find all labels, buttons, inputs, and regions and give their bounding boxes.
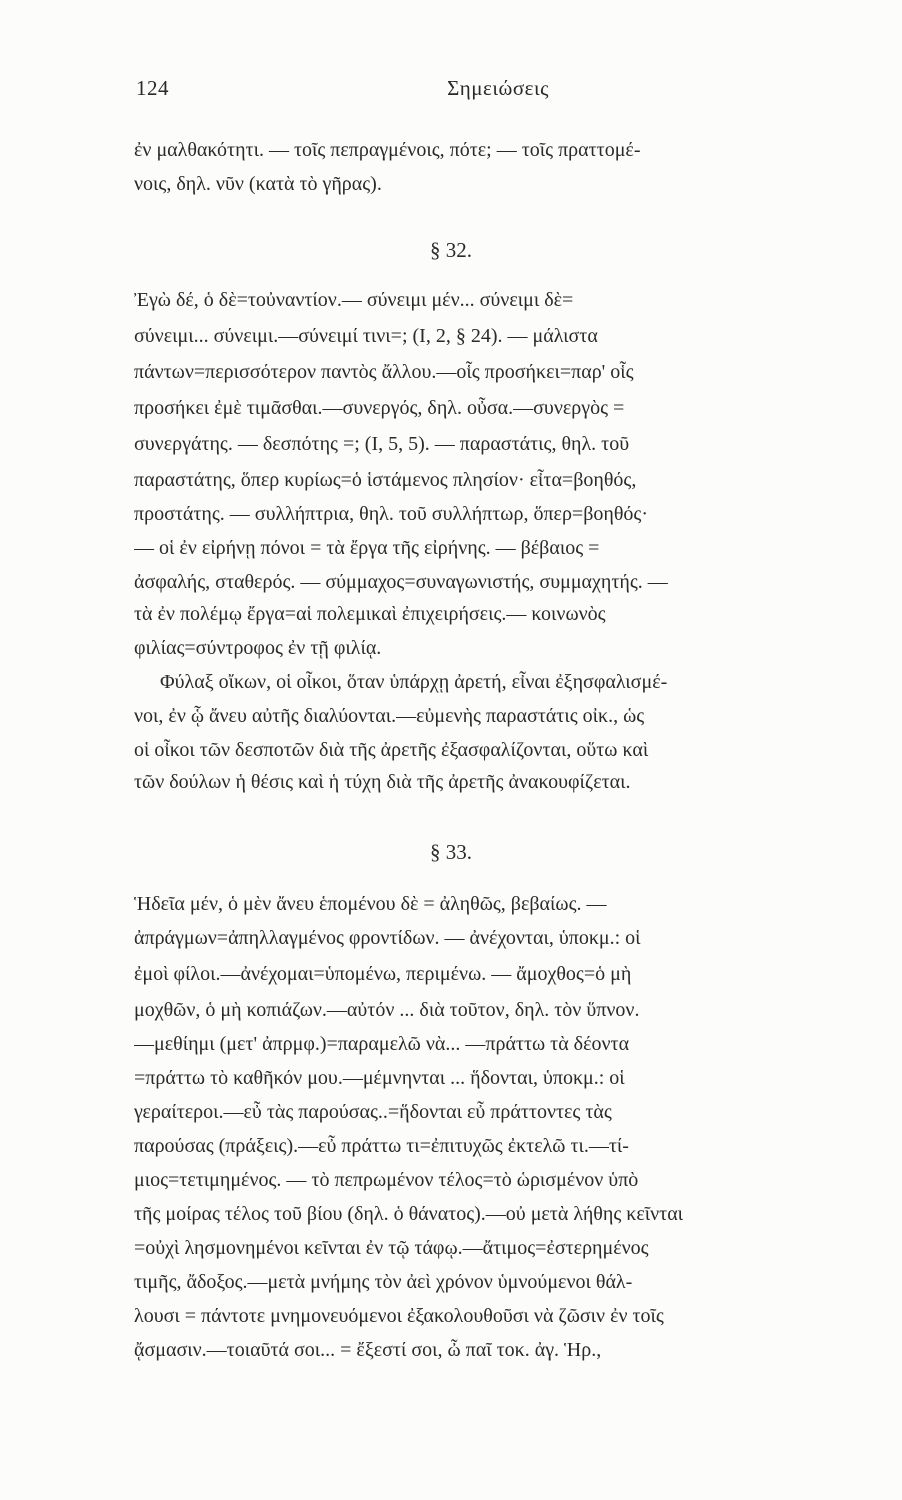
text-line: Ἐγὼ δέ, ὁ δὲ=τοὐναντίον.— σύνειμι μέν... σύνειμι δὲ=	[134, 289, 574, 311]
section-heading-33: § 33.	[430, 840, 472, 864]
text-line: νοι, ἐν ᾧ ἄνευ αὐτῆς διαλύονται.—εὐμενὴς παραστάτις οἰκ., ὡς	[134, 705, 645, 727]
page-header	[136, 76, 860, 106]
text-line: προστάτης. — συλλήπτρια, θηλ. τοῦ συλλήπτωρ, ὅπερ=βοηθός·	[134, 503, 648, 525]
page-number: 124	[136, 76, 169, 100]
text-line: ἐμοὶ φίλοι.—ἀνέχομαι=ὑπομένω, περιμένω. — ἄμοχθος=ὁ μὴ	[134, 963, 632, 985]
text-line: τὰ ἐν πολέμῳ ἔργα=αἱ πολεμικαὶ ἐπιχειρήσεις.— κοινωνὸς	[134, 603, 606, 625]
text-line: Φύλαξ οἴκων, οἱ οἶκοι, ὅταν ὑπάρχῃ ἀρετή, εἶναι ἐξησφαλισμέ-	[160, 671, 668, 693]
text-line: Ἡδεῖα μέν, ὁ μὲν ἄνευ ἑπομένου δὲ = ἀληθῶς, βεβαίως. —	[134, 893, 607, 915]
text-line: πάντων=περισσότερον παντὸς ἄλλου.—οἷς προσήκει=παρ' οἷς	[134, 361, 634, 383]
text-line: μιος=τετιμημένος. — τὸ πεπρωμένον τέλος=τὸ ὡρισμένον ὑπὸ	[134, 1169, 639, 1191]
text-line: =οὐχὶ λησμονημένοι κεῖνται ἐν τῷ τάφῳ.—ἄτιμος=ἐστερημένος	[134, 1237, 649, 1259]
text-line: τῆς μοίρας τέλος τοῦ βίου (δηλ. ὁ θάνατος).—οὐ μετὰ λήθης κεῖνται	[134, 1203, 684, 1225]
text-line: τιμῆς, ἄδοξος.—μετὰ μνήμης τὸν ἀεὶ χρόνον ὑμνούμενοι θάλ-	[134, 1271, 633, 1293]
text-line: =πράττω τὸ καθῆκόν μου.—μέμνηνται ... ἥδονται, ὑποκμ.: οἱ	[134, 1067, 625, 1089]
text-line: λουσι = πάντοτε μνημονευόμενοι ἐξακολουθοῦσι νὰ ζῶσιν ἐν τοῖς	[134, 1305, 664, 1327]
text-line: παραστάτης, ὅπερ κυρίως=ὁ ἱστάμενος πλησίον· εἶτα=βοηθός,	[134, 469, 637, 491]
running-title: Σημειώσεις	[447, 76, 549, 100]
text-line: ἐν μαλθακότητι. — τοῖς πεπραγμένοις, πότε; — τοῖς πραττομέ-	[134, 139, 641, 161]
text-line: σύνειμι... σύνειμι.—σύνειμί τινι=; (I, 2, § 24). — μάλιστα	[134, 325, 598, 347]
text-line: φιλίας=σύντροφος ἐν τῇ φιλίᾳ.	[134, 637, 382, 659]
text-line: μοχθῶν, ὁ μὴ κοπιάζων.—αὐτόν ... διὰ τοῦτον, δηλ. τὸν ὕπνον.	[134, 999, 640, 1021]
text-line: συνεργάτης. — δεσπότης =; (I, 5, 5). — παραστάτις, θηλ. τοῦ	[134, 433, 630, 455]
text-line: — οἱ ἐν εἰρήνῃ πόνοι = τὰ ἔργα τῆς εἰρήνης. — βέβαιος =	[134, 537, 600, 559]
text-line: ἀσφαλής, σταθερός. — σύμμαχος=συναγωνιστής, συμμαχητής. —	[134, 571, 668, 593]
text-line: ᾄσμασιν.—τοιαῦτά σοι... = ἔξεστί σοι, ὦ παῖ τοκ. ἀγ. Ἡρ.,	[134, 1339, 602, 1361]
text-line: οἱ οἶκοι τῶν δεσποτῶν διὰ τῆς ἀρετῆς ἐξασφαλίζονται, οὕτω καὶ	[134, 739, 649, 761]
text-line: νοις, δηλ. νῦν (κατὰ τὸ γῆρας).	[134, 173, 382, 195]
text-line: παρούσας (πράξεις).—εὖ πράττω τι=ἐπιτυχῶς ἐκτελῶ τι.—τί-	[134, 1135, 629, 1157]
section-heading-32: § 32.	[430, 238, 472, 262]
text-line: ἀπράγμων=ἀπηλλαγμένος φροντίδων. — ἀνέχονται, ὑποκμ.: οἱ	[134, 927, 641, 949]
text-line: γεραίτεροι.—εὖ τὰς παρούσας..=ἥδονται εὖ πράττοντες τὰς	[134, 1101, 612, 1123]
text-line: —μεθίημι (μετ' ἀπρμφ.)=παραμελῶ νὰ... —πράττω τὰ δέοντα	[134, 1033, 630, 1055]
text-line: τῶν δούλων ἡ θέσις καὶ ἡ τύχη διὰ τῆς ἀρετῆς ἀνακουφίζεται.	[134, 771, 631, 793]
text-line: προσήκει ἐμὲ τιμᾶσθαι.—συνεργός, δηλ. οὖσα.—συνεργὸς =	[134, 397, 625, 419]
